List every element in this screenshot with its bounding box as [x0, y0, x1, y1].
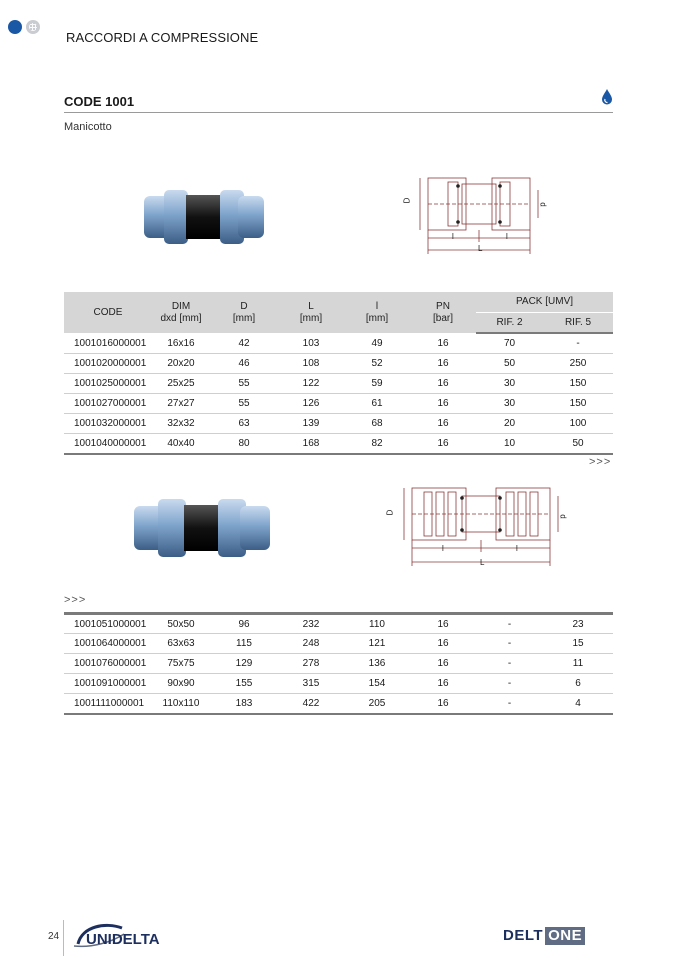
cell-pn: 16 — [410, 434, 476, 455]
cell-d: 96 — [210, 614, 278, 634]
cell-l: 59 — [344, 374, 410, 394]
cell-l: 168 — [278, 434, 344, 455]
cell-dim: 50x50 — [152, 614, 210, 634]
cell-code: 1001040000001 — [64, 434, 152, 455]
cell-pn: 16 — [410, 654, 476, 674]
drawing2-label-D: D — [385, 509, 395, 516]
cell-dim: 110x110 — [152, 694, 210, 715]
cell-l: 278 — [278, 654, 344, 674]
drawing1-label-D: D — [402, 197, 412, 204]
cell-rif5: - — [543, 333, 613, 354]
cell-rif2: 20 — [476, 414, 543, 434]
cell-rif5: 23 — [543, 614, 613, 634]
cell-l: 154 — [344, 674, 410, 694]
cell-l: 61 — [344, 394, 410, 414]
cell-code: 1001091000001 — [64, 674, 152, 694]
drawing2-label-l-left: l — [442, 544, 444, 553]
table-row — [64, 354, 613, 374]
drawing1-label-l-right: l — [506, 232, 508, 241]
cell-code: 1001025000001 — [64, 374, 152, 394]
drawing1-label-d: d — [538, 202, 548, 207]
section-code-title: CODE 1001 — [64, 94, 135, 109]
cell-pn: 16 — [410, 414, 476, 434]
cell-l: 82 — [344, 434, 410, 455]
cell-rif5: 50 — [543, 434, 613, 455]
cell-rif2: - — [476, 634, 543, 654]
drawing2-label-L: L — [480, 558, 485, 567]
col-header-D: D [mm] — [210, 292, 278, 333]
cell-pn: 16 — [410, 674, 476, 694]
drawing2-label-d: d — [558, 514, 568, 519]
footer-divider — [63, 920, 64, 956]
cell-l: 232 — [278, 614, 344, 634]
deltone-logo-part-a: DELT — [503, 927, 544, 944]
table-row — [64, 614, 613, 634]
cell-l: 139 — [278, 414, 344, 434]
cell-pn: 16 — [410, 694, 476, 715]
header-dot-blue-icon — [8, 20, 22, 34]
cell-l: 121 — [344, 634, 410, 654]
unidelta-logo-text: UNIDELTA — [86, 931, 160, 948]
cell-dim: 40x40 — [152, 434, 210, 455]
cell-rif2: - — [476, 674, 543, 694]
cell-l: 422 — [278, 694, 344, 715]
cell-d: 63 — [210, 414, 278, 434]
cell-rif5: 4 — [543, 694, 613, 715]
product-photo-small — [142, 186, 266, 253]
cell-l: 49 — [344, 333, 410, 354]
col-header-dim: DIM dxd [mm] — [152, 292, 210, 333]
drawing1-label-l-left: l — [452, 232, 454, 241]
cell-rif2: 50 — [476, 354, 543, 374]
technical-drawing-small — [400, 172, 560, 269]
cell-d: 55 — [210, 374, 278, 394]
table-row — [64, 694, 613, 715]
cell-code: 1001076000001 — [64, 654, 152, 674]
table-row — [64, 414, 613, 434]
section-subtitle: Manicotto — [64, 121, 112, 133]
cell-pn: 16 — [410, 354, 476, 374]
cell-d: 155 — [210, 674, 278, 694]
cell-l: 126 — [278, 394, 344, 414]
cell-dim: 90x90 — [152, 674, 210, 694]
cell-l: 248 — [278, 634, 344, 654]
cell-dim: 16x16 — [152, 333, 210, 354]
table-row — [64, 394, 613, 414]
col-header-rif5: RIF. 5 — [543, 313, 613, 334]
cell-l: 103 — [278, 333, 344, 354]
col-header-code: CODE — [64, 292, 152, 333]
cell-d: 55 — [210, 394, 278, 414]
cell-code: 1001111000001 — [64, 694, 152, 715]
cell-d: 42 — [210, 333, 278, 354]
cell-dim: 32x32 — [152, 414, 210, 434]
cell-l: 122 — [278, 374, 344, 394]
drawing2-label-l-right: l — [516, 544, 518, 553]
cell-rif2: - — [476, 694, 543, 715]
cell-pn: 16 — [410, 634, 476, 654]
cell-rif2: 30 — [476, 374, 543, 394]
cell-d: 46 — [210, 354, 278, 374]
cell-l: 52 — [344, 354, 410, 374]
table-row — [64, 333, 613, 354]
continue-marker-left: >>> — [64, 594, 87, 606]
spec-table-top — [64, 292, 613, 455]
page-number: 24 — [48, 931, 60, 942]
cell-code: 1001027000001 — [64, 394, 152, 414]
cell-rif5: 150 — [543, 374, 613, 394]
cell-d: 115 — [210, 634, 278, 654]
cell-l: 205 — [344, 694, 410, 715]
table-row — [64, 434, 613, 455]
cell-rif2: 30 — [476, 394, 543, 414]
continue-marker-right: >>> — [589, 456, 612, 468]
cell-dim: 20x20 — [152, 354, 210, 374]
cell-d: 183 — [210, 694, 278, 715]
cell-l: 68 — [344, 414, 410, 434]
cell-dim: 27x27 — [152, 394, 210, 414]
col-header-L: L [mm] — [278, 292, 344, 333]
cell-rif5: 100 — [543, 414, 613, 434]
cell-l: 136 — [344, 654, 410, 674]
cell-code: 1001064000001 — [64, 634, 152, 654]
col-header-pack: PACK [UMV] — [476, 292, 613, 313]
cell-pn: 16 — [410, 374, 476, 394]
col-header-rif2: RIF. 2 — [476, 313, 543, 334]
cell-rif2: 70 — [476, 333, 543, 354]
section-divider — [64, 112, 613, 113]
cell-l: 108 — [278, 354, 344, 374]
spec-table-bottom — [64, 612, 613, 715]
product-photo-large — [132, 496, 272, 565]
cell-dim: 63x63 — [152, 634, 210, 654]
cell-rif2: - — [476, 614, 543, 634]
cell-rif2: 10 — [476, 434, 543, 455]
col-header-pn: PN [bar] — [410, 292, 476, 333]
cell-rif5: 6 — [543, 674, 613, 694]
cell-l: 110 — [344, 614, 410, 634]
unidelta-logo — [72, 920, 212, 955]
page-header-title: RACCORDI A COMPRESSIONE — [66, 30, 259, 45]
water-drop-icon — [600, 88, 614, 111]
cell-dim: 75x75 — [152, 654, 210, 674]
cell-l: 315 — [278, 674, 344, 694]
cell-rif5: 250 — [543, 354, 613, 374]
table-row — [64, 634, 613, 654]
cell-d: 129 — [210, 654, 278, 674]
technical-drawing-large — [384, 482, 574, 579]
cell-code: 1001016000001 — [64, 333, 152, 354]
table-row — [64, 374, 613, 394]
deltone-logo — [503, 927, 585, 945]
deltone-logo-part-b: ONE — [545, 927, 585, 945]
cell-d: 80 — [210, 434, 278, 455]
cell-rif5: 11 — [543, 654, 613, 674]
table-row — [64, 674, 613, 694]
cell-code: 1001051000001 — [64, 614, 152, 634]
table-row — [64, 654, 613, 674]
col-header-l: l [mm] — [344, 292, 410, 333]
cell-pn: 16 — [410, 333, 476, 354]
cell-rif5: 150 — [543, 394, 613, 414]
cell-code: 1001020000001 — [64, 354, 152, 374]
drawing1-label-L: L — [478, 244, 483, 253]
cell-pn: 16 — [410, 614, 476, 634]
cell-pn: 16 — [410, 394, 476, 414]
header-dot-grid-icon — [26, 20, 40, 34]
cell-code: 1001032000001 — [64, 414, 152, 434]
cell-dim: 25x25 — [152, 374, 210, 394]
cell-rif5: 15 — [543, 634, 613, 654]
cell-rif2: - — [476, 654, 543, 674]
